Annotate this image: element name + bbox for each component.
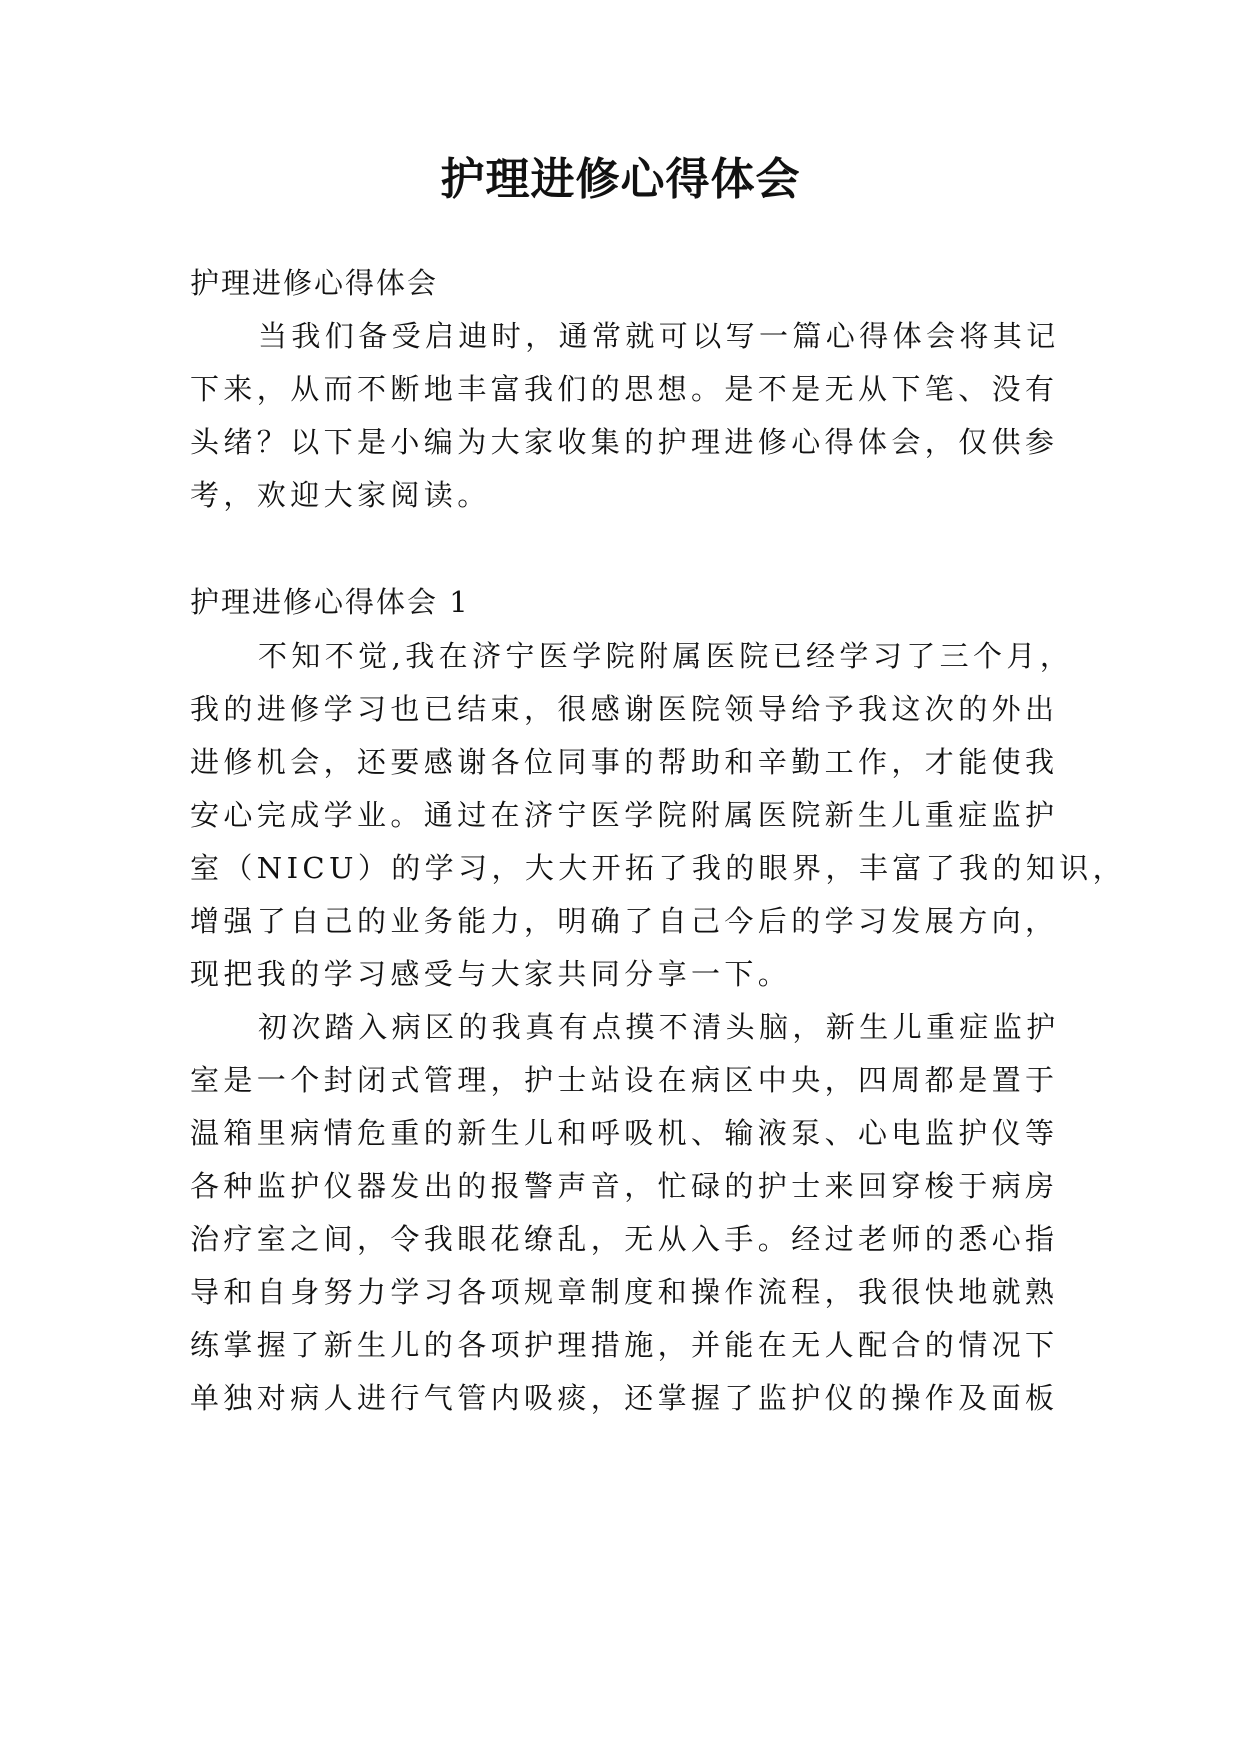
paragraph-line: 我的进修学习也已结束，很感谢医院领导给予我这次的外出: [190, 692, 1059, 726]
paragraph-line: 不知不觉,我在济宁医学院附属医院已经学习了三个月，: [258, 639, 1074, 673]
paragraph-line: 室是一个封闭式管理，护士站设在病区中央，四周都是置于: [190, 1063, 1059, 1097]
document-subtitle: 护理进修心得体会: [190, 266, 439, 300]
intro-line: 下来，从而不断地丰富我们的思想。是不是无从下笔、没有: [190, 372, 1059, 406]
paragraph-line: 治疗室之间，令我眼花缭乱，无从入手。经过老师的悉心指: [190, 1222, 1059, 1256]
paragraph-line: 初次踏入病区的我真有点摸不清头脑，新生儿重症监护: [258, 1010, 1060, 1044]
paragraph-line: 增强了自己的业务能力，明确了自己今后的学习发展方向，: [190, 904, 1059, 938]
paragraph-line: 温箱里病情危重的新生儿和呼吸机、输液泵、心电监护仪等: [190, 1116, 1059, 1150]
paragraph-line: 导和自身努力学习各项规章制度和操作流程，我很快地就熟: [190, 1275, 1059, 1309]
paragraph-line: 各种监护仪器发出的报警声音，忙碌的护士来回穿梭于病房: [190, 1169, 1059, 1203]
paragraph-line: 单独对病人进行气管内吸痰，还掌握了监护仪的操作及面板: [190, 1381, 1059, 1415]
paragraph-line: 安心完成学业。通过在济宁医学院附属医院新生儿重症监护: [190, 798, 1059, 832]
paragraph-line: 现把我的学习感受与大家共同分享一下。: [190, 957, 792, 991]
paragraph-line: 练掌握了新生儿的各项护理措施，并能在无人配合的情况下: [190, 1328, 1059, 1362]
intro-line: 考，欢迎大家阅读。: [190, 478, 491, 512]
document-title: 护理进修心得体会: [440, 154, 801, 205]
section-heading: 护理进修心得体会 1: [190, 585, 470, 619]
intro-line: 头绪？以下是小编为大家收集的护理进修心得体会，仅供参: [190, 425, 1059, 459]
intro-line: 当我们备受启迪时，通常就可以写一篇心得体会将其记: [258, 319, 1060, 353]
paragraph-line: 室（NICU）的学习，大大开拓了我的眼界，丰富了我的知识，: [190, 851, 1127, 885]
paragraph-line: 进修机会，还要感谢各位同事的帮助和辛勤工作，才能使我: [190, 745, 1059, 779]
